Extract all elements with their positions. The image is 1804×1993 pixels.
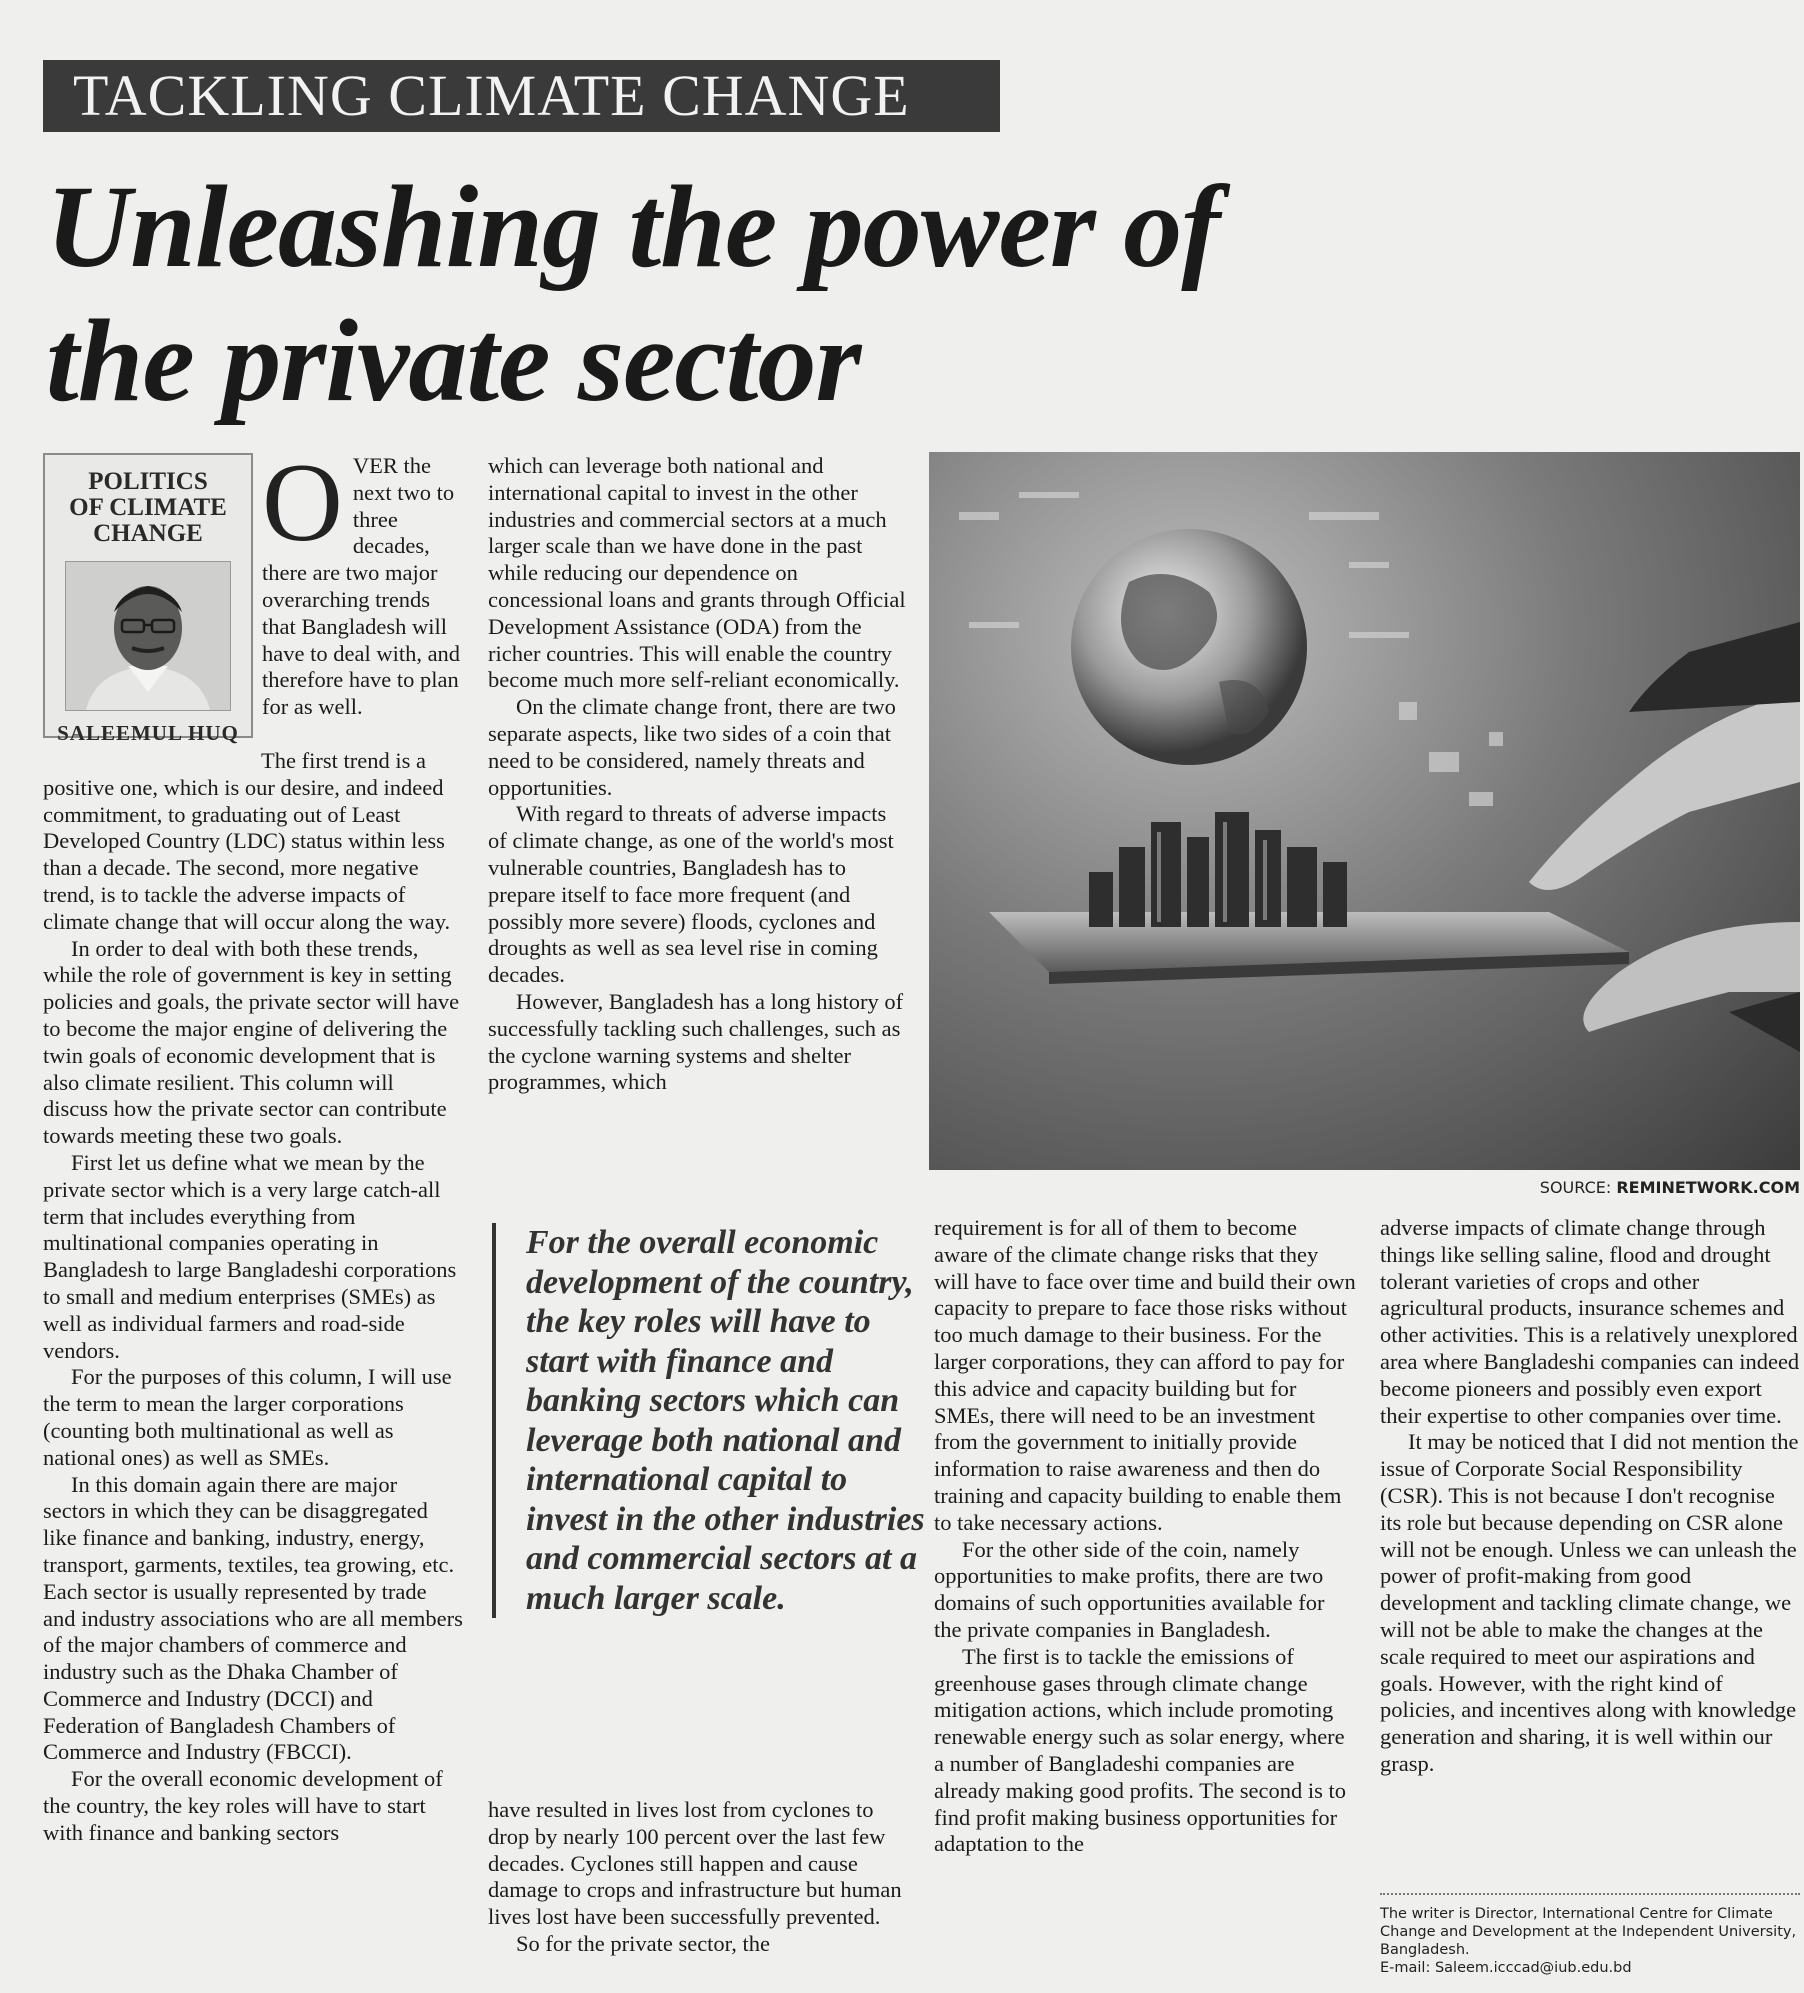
paragraph: which can leverage both national and international capital to invest in the other industries and commercial sectors at a much larger scale than we have done in the past while reducing our dependence on concessional loans and grants through Official Development Assistance (ODA) from the richer countries. This will enable the country become much more self-reliant economically. — [488, 453, 906, 693]
paragraph: adverse impacts of climate change through things like selling saline, flood and drought tolerant varieties of crops and other agricultural products, insurance schemes and other activities. This is a relatively unexplored area where Bangladeshi companies can indeed become pioneers and possibly even export their expertise to other companies over time. — [1380, 1215, 1800, 1428]
pull-quote: For the overall economic development of the country, the key roles will have to start with finance and banking sectors which can leverage both national and international capital to invest in the other industries and commercial sectors at a much larger scale. — [492, 1223, 926, 1618]
photo-credit-prefix: SOURCE: — [1539, 1178, 1617, 1197]
paragraph: For the overall economic development of the country, the key roles will have to start with finance and banking sectors — [43, 1766, 443, 1845]
author-portrait-icon — [66, 562, 230, 710]
column-2-top — [488, 453, 906, 1096]
author-footnote — [1380, 1893, 1800, 1977]
paragraph: However, Bangladesh has a long history of successfully tackling such challenges, such as the cyclone warning systems and shelter programmes, which — [488, 988, 904, 1095]
author-bio: The writer is Director, International Centre for Climate Change and Development at the Independent University, Bangladesh. — [1380, 1906, 1797, 1958]
paragraph: The first is to tackle the emissions of greenhouse gases through climate change mitigation actions, which include promoting renewable energy such as solar energy, where a number of Bangladeshi companies are already making good profits. The second is to find profit making business opportunities for adaptation to the — [934, 1643, 1346, 1857]
byline-box — [43, 453, 253, 745]
column-name: POLITICS OF CLIMATE CHANGE — [69, 468, 227, 547]
column-4 — [1380, 1215, 1800, 1778]
paragraph: requirement is for all of them to become aware of the climate change risks that they will have to face over time and build their own capacity to prepare to face those risks without too much damage to their business. For the larger corporations, they can afford to pay for this advice and capacity building but for SMEs, there will need to be an investment from the government to initially provide information to raise awareness and then do training and capacity building to enable them to take necessary actions. — [934, 1215, 1356, 1535]
article-illustration — [929, 452, 1800, 1170]
paragraph: So for the private sector, the — [516, 1930, 771, 1956]
paragraph: With regard to threats of adverse impacts of climate change, as one of the world's most vulnerable countries, Bangladesh has to prepare itself to face more frequent (and possibly more severe) floods, cyclones and droughts as well as sea level rise in coming decades. — [488, 801, 894, 988]
paragraph: have resulted in lives lost from cyclones to drop by nearly 100 percent over the last few decades. Cyclones still happen and cause damage to crops and infrastructure but human lives lost have been successfully prevented. — [488, 1797, 902, 1930]
paragraph: It may be noticed that I did not mention the issue of Corporate Social Responsibility (CSR). This is not because I don't recognise its role but because depending on CSR alone will not be enough. Unless we can unleash the power of profit-making from good development and tackling climate change, we will not be able to make the changes at the scale required to meet our aspirations and goals. However, with the right kind of policies, and incentives along with knowledge generation and sharing, it is well within our grasp. — [1380, 1429, 1799, 1776]
author-name: SALEEMUL HUQ — [57, 721, 239, 745]
author-email: E-mail: Saleem.icccad@iub.edu.bd — [1380, 1960, 1632, 1976]
paragraph: For the purposes of this column, I will use the term to mean the larger corporations (counting both multinational as well as national ones) as well as SMEs. — [43, 1364, 452, 1470]
headline: Unleashing the power of the private sector — [46, 161, 1220, 426]
photo-credit — [1400, 1178, 1800, 1197]
paragraph: In this domain again there are major sectors in which they can be disaggregated like finance and banking, industry, energy, transport, garments, textiles, tea growing, etc. Each sector is usually represented by trade and industry associations who are all members of the major chambers of commerce and industry such as the Dhaka Chamber of Commerce and Industry (DCCI) and Federation of Bangladesh Chambers of Commerce and Industry (FBCCI). — [43, 1471, 463, 1765]
drop-cap: O — [262, 441, 343, 565]
paragraph: On the climate change front, there are two separate aspects, like two sides of a coin that need to be considered, namely threats and opportunities. — [488, 694, 896, 800]
paragraph: In order to deal with both these trends, while the role of government is key in setting policies and goals, the private sector will have to become the major engine of delivering the twin goals of economic development that is also climate resilient. This column will discuss how the private sector can contribute towards meeting these two goals. — [43, 935, 460, 1149]
column-3 — [934, 1215, 1356, 1858]
paragraph: The first trend is a positive one, which is our desire, and indeed commitment, to graduating out of Least Developed Country (LDC) status within less than a decade. The second, more negative trend, is to tackle the adverse impacts of climate change that will occur along the way. — [43, 748, 451, 934]
intro-text: VER the next two to three decades, there are two major overarching trends that Bangladesh will have to deal with, and therefore have to plan for as well. — [262, 453, 461, 720]
column-2-bottom — [488, 1797, 906, 1958]
column-1 — [43, 748, 463, 1847]
author-photo — [65, 561, 231, 711]
paragraph: For the other side of the coin, namely opportunities to make profits, there are two domains of such opportunities available for the private companies in Bangladesh. — [934, 1536, 1325, 1642]
photo-credit-source: REMINETWORK.COM — [1616, 1178, 1800, 1197]
section-banner: TACKLING CLIMATE CHANGE — [43, 60, 1000, 132]
intro-paragraph — [262, 441, 462, 721]
globe-city-tablet-icon — [929, 452, 1800, 1170]
paragraph: First let us define what we mean by the private sector which is a very large catch-all term that includes everything from multinational companies operating in Bangladesh to large Bangladeshi corporations to small and medium enterprises (SMEs) as well as individual farmers and road-side vendors. — [43, 1149, 457, 1363]
